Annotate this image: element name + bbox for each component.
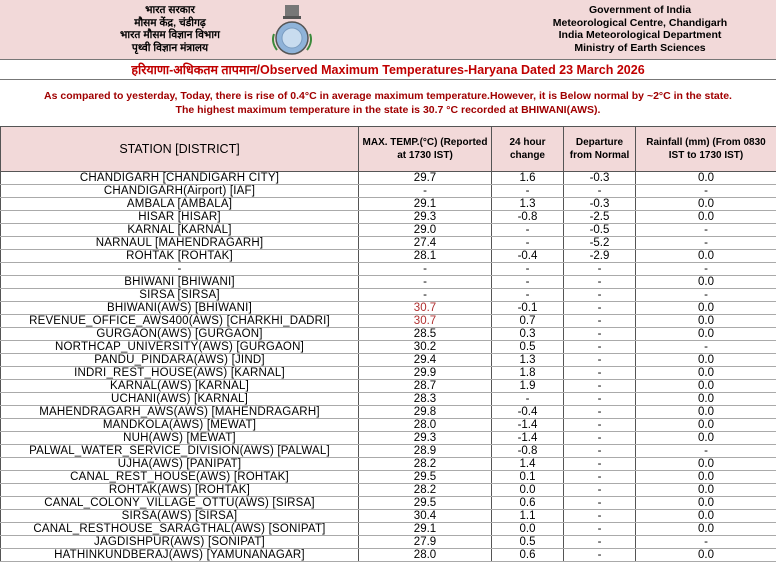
departure-cell: - [564,549,636,562]
station-cell: PALWAL_WATER_SERVICE_DIVISION(AWS) [PALWAL] [1,445,359,458]
departure-cell: -2.5 [564,211,636,224]
departure-cell: -0.3 [564,172,636,185]
rainfall-cell: 0.0 [636,432,776,445]
table-row [1,406,776,419]
departure-cell: -0.3 [564,198,636,211]
departure-cell: - [564,510,636,523]
departure-cell: - [564,445,636,458]
rainfall-cell: 0.0 [636,458,776,471]
max-temp-cell: 30.7 [359,302,492,315]
station-cell: NUH(AWS) [MEWAT] [1,432,359,445]
rainfall-cell: 0.0 [636,354,776,367]
station-cell: AMBALA [AMBALA] [1,198,359,211]
rainfall-cell: - [636,263,776,276]
departure-cell: - [564,315,636,328]
rainfall-cell: - [636,237,776,250]
max-temp-cell: 28.3 [359,393,492,406]
change-cell: 0.6 [492,549,564,562]
english-line: Ministry of Earth Sciences [574,41,706,54]
change-cell: 1.3 [492,354,564,367]
max-temp-cell: 30.4 [359,510,492,523]
table-row [1,393,776,406]
rainfall-cell: 0.0 [636,497,776,510]
change-cell: -0.8 [492,445,564,458]
change-cell: 0.7 [492,315,564,328]
change-cell: -0.4 [492,406,564,419]
departure-cell: - [564,276,636,289]
imd-emblem-icon [269,4,315,56]
max-temp-cell: 29.5 [359,497,492,510]
table-row [1,172,776,185]
change-cell: -0.4 [492,250,564,263]
table-row [1,484,776,497]
change-cell: 1.9 [492,380,564,393]
table-row [1,250,776,263]
max-temp-cell: 29.1 [359,198,492,211]
station-cell: ROHTAK(AWS) [ROHTAK] [1,484,359,497]
table-body [1,172,776,562]
station-cell: REVENUE_OFFICE_AWS400(AWS) [CHARKHI_DADRI] [1,315,359,328]
english-department-block [520,4,760,54]
change-cell: 0.3 [492,328,564,341]
rainfall-cell: 0.0 [636,523,776,536]
table-row [1,276,776,289]
max-temp-cell: 29.9 [359,367,492,380]
table-row [1,380,776,393]
table-row [1,367,776,380]
change-cell: 1.6 [492,172,564,185]
hindi-department-block [105,4,235,54]
departure-cell: -2.9 [564,250,636,263]
rainfall-cell: 0.0 [636,510,776,523]
rainfall-cell: 0.0 [636,198,776,211]
table-row [1,185,776,198]
max-temp-cell: 28.2 [359,458,492,471]
station-cell: CHANDIGARH(Airport) [IAF] [1,185,359,198]
change-cell: 0.0 [492,523,564,536]
rainfall-cell: 0.0 [636,302,776,315]
max-temp-cell: 29.8 [359,406,492,419]
departure-cell: - [564,497,636,510]
max-temp-cell: 28.0 [359,419,492,432]
max-temp-cell: 28.5 [359,328,492,341]
rainfall-cell: - [636,185,776,198]
max-temp-cell: 28.0 [359,549,492,562]
summary-line-2: The highest maximum temperature in the state is 30.7 °C recorded at BHIWANI(AWS). [175,104,601,116]
change-cell: 0.5 [492,341,564,354]
departure-cell: - [564,523,636,536]
change-cell: 0.6 [492,497,564,510]
rainfall-cell: 0.0 [636,211,776,224]
departure-cell: - [564,328,636,341]
departure-cell: - [564,341,636,354]
table-row [1,497,776,510]
station-cell: INDRI_REST_HOUSE(AWS) [KARNAL] [1,367,359,380]
station-cell: NORTHCAP_UNIVERSITY(AWS) [GURGAON] [1,341,359,354]
table-row [1,328,776,341]
departure-cell: - [564,289,636,302]
departure-cell: - [564,536,636,549]
rainfall-cell: 0.0 [636,380,776,393]
table-row [1,419,776,432]
station-cell: - [1,263,359,276]
rainfall-cell: - [636,536,776,549]
change-cell: -0.8 [492,211,564,224]
header-band [0,0,776,60]
station-cell: UCHANI(AWS) [KARNAL] [1,393,359,406]
table-row [1,458,776,471]
summary-line-1: As compared to yesterday, Today, there is rise of 0.4°C in average maximum temperature.However, it is Below normal by ~2°C in the state. [44,90,732,102]
hindi-line: मौसम केंद्र, चंडीगढ़ [134,16,206,29]
departure-cell: - [564,406,636,419]
rainfall-cell: - [636,341,776,354]
table-row [1,315,776,328]
station-cell: JAGDISHPUR(AWS) [SONIPAT] [1,536,359,549]
station-cell: HATHINKUNDBERAJ(AWS) [YAMUNANAGAR] [1,549,359,562]
station-cell: CANAL_RESTHOUSE_SARAGTHAL(AWS) [SONIPAT] [1,523,359,536]
table-row [1,445,776,458]
rainfall-cell: 0.0 [636,250,776,263]
station-cell: CHANDIGARH [CHANDIGARH CITY] [1,172,359,185]
change-cell: 1.4 [492,458,564,471]
temperature-table [0,126,776,562]
max-temp-cell: - [359,276,492,289]
table-row [1,432,776,445]
max-temp-cell: 29.3 [359,211,492,224]
rainfall-cell: 0.0 [636,276,776,289]
station-cell: BHIWANI [BHIWANI] [1,276,359,289]
change-cell: 1.8 [492,367,564,380]
column-header-rainfall: Rainfall (mm) (From 0830 IST to 1730 IST) [636,127,776,172]
rainfall-cell: 0.0 [636,315,776,328]
change-cell: 0.5 [492,536,564,549]
change-cell: - [492,393,564,406]
rainfall-cell: - [636,445,776,458]
max-temp-cell: 28.7 [359,380,492,393]
table-row [1,536,776,549]
departure-cell: - [564,458,636,471]
change-cell: - [492,263,564,276]
station-cell: SIRSA [SIRSA] [1,289,359,302]
rainfall-cell: 0.0 [636,393,776,406]
departure-cell: - [564,419,636,432]
table-row [1,289,776,302]
english-line: Meteorological Centre, Chandigarh [552,16,728,29]
departure-cell: -0.5 [564,224,636,237]
report-title [0,60,776,80]
hindi-line: भारत मौसम विज्ञान विभाग [120,29,220,41]
departure-cell: - [564,484,636,497]
change-cell: - [492,289,564,302]
rainfall-cell: 0.0 [636,172,776,185]
departure-cell: - [564,432,636,445]
max-temp-cell: 28.1 [359,250,492,263]
table-row [1,354,776,367]
table-header-row [1,127,776,172]
english-line: Government of India [588,4,692,16]
title-english: Observed Maximum Temperatures-Haryana Dated 23 March 2026 [260,63,645,77]
change-cell: - [492,237,564,250]
temperature-table-wrap [0,126,776,562]
rainfall-cell: 0.0 [636,406,776,419]
max-temp-cell: 29.5 [359,471,492,484]
station-cell: MAHENDRAGARH_AWS(AWS) [MAHENDRAGARH] [1,406,359,419]
departure-cell: -5.2 [564,237,636,250]
max-temp-cell: 27.9 [359,536,492,549]
table-row [1,523,776,536]
change-cell: 1.1 [492,510,564,523]
rainfall-cell: - [636,224,776,237]
table-row [1,471,776,484]
rainfall-cell: 0.0 [636,328,776,341]
table-row [1,510,776,523]
max-temp-cell: - [359,289,492,302]
rainfall-cell: - [636,289,776,302]
change-cell: 0.1 [492,471,564,484]
rainfall-cell: 0.0 [636,419,776,432]
column-header-departure: Departure from Normal [564,127,636,172]
max-temp-cell: 29.7 [359,172,492,185]
departure-cell: - [564,367,636,380]
table-row [1,549,776,562]
station-cell: KARNAL(AWS) [KARNAL] [1,380,359,393]
station-cell: NARNAUL [MAHENDRAGARH] [1,237,359,250]
station-cell: SIRSA(AWS) [SIRSA] [1,510,359,523]
summary-text [0,89,776,117]
column-header-max-temp: MAX. TEMP.(°C) (Reported at 1730 IST) [359,127,492,172]
table-row [1,302,776,315]
station-cell: UJHA(AWS) [PANIPAT] [1,458,359,471]
max-temp-cell: 29.4 [359,354,492,367]
station-cell: PANDU_PINDARA(AWS) [JIND] [1,354,359,367]
change-cell: -1.4 [492,432,564,445]
station-cell: CANAL_REST_HOUSE(AWS) [ROHTAK] [1,471,359,484]
change-cell: -1.4 [492,419,564,432]
departure-cell: - [564,354,636,367]
change-cell: - [492,185,564,198]
departure-cell: - [564,302,636,315]
max-temp-cell: - [359,263,492,276]
rainfall-cell: 0.0 [636,367,776,380]
title-hindi: हरियाणा-अधिकतम तापमान/ [131,63,260,77]
table-row [1,341,776,354]
ashoka-lions-icon [285,5,299,17]
station-cell: BHIWANI(AWS) [BHIWANI] [1,302,359,315]
column-header-change: 24 hour change [492,127,564,172]
change-cell: - [492,276,564,289]
change-cell: -0.1 [492,302,564,315]
english-line: India Meteorological Department [558,29,722,41]
table-row [1,263,776,276]
max-temp-cell: - [359,185,492,198]
departure-cell: - [564,185,636,198]
station-cell: GURGAON(AWS) [GURGAON] [1,328,359,341]
rainfall-cell: 0.0 [636,549,776,562]
max-temp-cell: 28.2 [359,484,492,497]
hindi-line: भारत सरकार [145,4,195,16]
departure-cell: - [564,263,636,276]
change-cell: 0.0 [492,484,564,497]
table-row [1,237,776,250]
rainfall-cell: 0.0 [636,484,776,497]
change-cell: 1.3 [492,198,564,211]
max-temp-cell: 28.9 [359,445,492,458]
departure-cell: - [564,393,636,406]
station-cell: ROHTAK [ROHTAK] [1,250,359,263]
table-row [1,224,776,237]
max-temp-cell: 30.7 [359,315,492,328]
change-cell: - [492,224,564,237]
station-cell: HISAR [HISAR] [1,211,359,224]
max-temp-cell: 29.1 [359,523,492,536]
table-row [1,211,776,224]
station-cell: CANAL_COLONY_VILLAGE_OTTU(AWS) [SIRSA] [1,497,359,510]
departure-cell: - [564,471,636,484]
station-cell: MANDKOLA(AWS) [MEWAT] [1,419,359,432]
table-row [1,198,776,211]
max-temp-cell: 29.0 [359,224,492,237]
station-cell: KARNAL [KARNAL] [1,224,359,237]
rainfall-cell: 0.0 [636,471,776,484]
departure-cell: - [564,380,636,393]
max-temp-cell: 29.3 [359,432,492,445]
max-temp-cell: 30.2 [359,341,492,354]
max-temp-cell: 27.4 [359,237,492,250]
hindi-line: पृथ्वी विज्ञान मंत्रालय [131,41,209,54]
column-header-station: STATION [DISTRICT] [1,127,359,172]
